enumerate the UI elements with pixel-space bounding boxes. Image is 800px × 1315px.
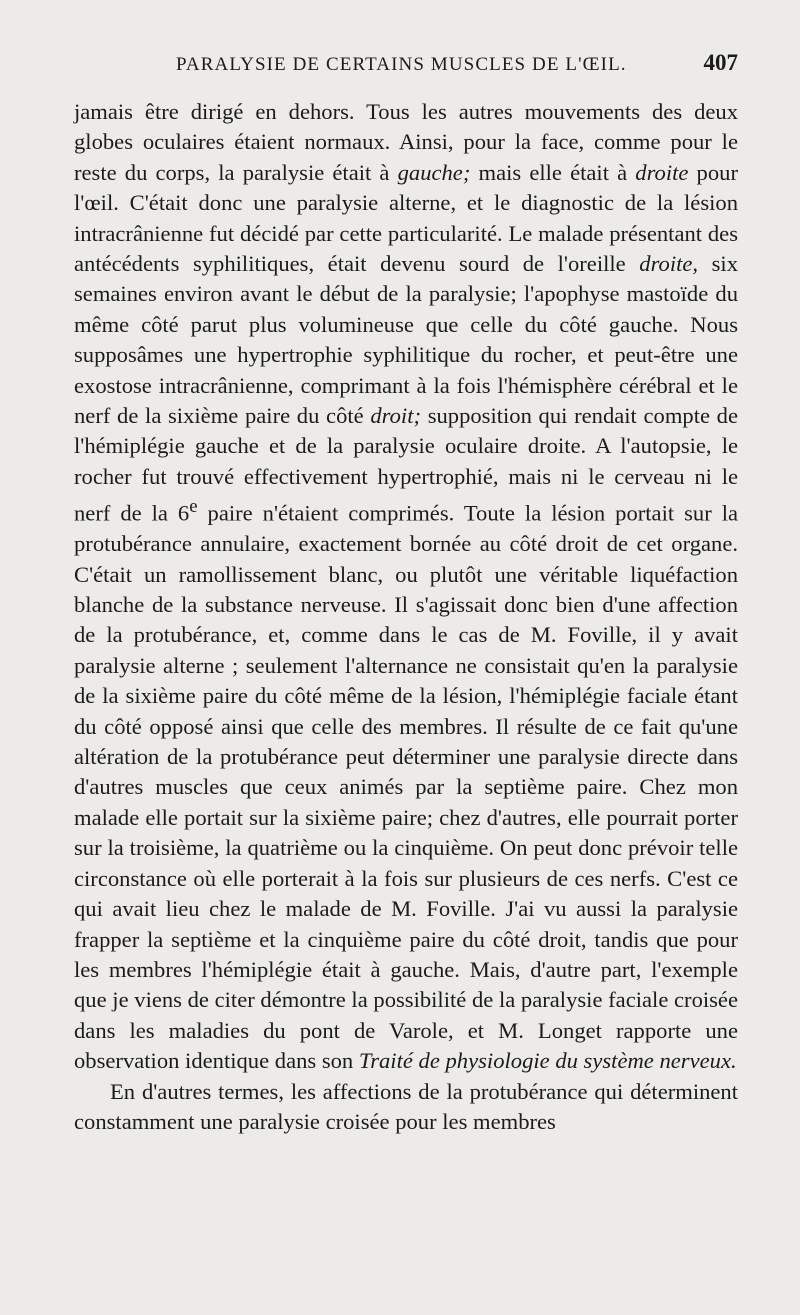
body-text xyxy=(74,97,738,1137)
italic-text: droit; xyxy=(370,403,422,429)
text-run: supposition qui rendait compte de l'hémiplégie gauche et de la paralysie oculaire droite. A l'autopsie, le rocher fut trouvé effectivement hypertrophié, mais ni le cerveau ni le nerf de la 6 xyxy=(74,403,738,526)
text-run: jamais être dirigé en dehors. Tous les autres mouvements des deux globes oculaires étaient normaux. Ainsi, pour la face, comme pour le reste du corps, la paralysie était à xyxy=(74,99,738,185)
paragraph xyxy=(74,1077,738,1138)
italic-text: gauche; xyxy=(397,159,471,185)
text-run: En d'autres termes, les affections de la protubérance qui déterminent constamment une paralysie croisée pour les membres xyxy=(74,1078,738,1134)
book-title: Traité de physiologie du système nerveux. xyxy=(358,1048,737,1074)
italic-text: droite xyxy=(635,159,689,185)
running-title: PARALYSIE DE CERTAINS MUSCLES DE L'ŒIL. xyxy=(176,54,627,75)
italic-text: droite, xyxy=(639,251,699,277)
text-run: six semaines environ avant le début de la paralysie; l'apophyse mastoïde du même côté parut plus volumineuse que celle du côté gauche. Nous supposâmes une hypertrophie syphilitique du rocher, et peut-être une exostose intracrânienne, comprimant à la fois l'hémisphère cérébral et le nerf de la sixième paire du côté xyxy=(74,251,738,429)
running-header xyxy=(74,50,738,86)
paragraph xyxy=(74,97,738,1077)
text-run: paire n'étaient comprimés. Toute la lésion portait sur la protubérance annulaire, exactement bornée au côté droit de cet organe. C'était un ramollissement blanc, ou plutôt une véritable liquéfaction blanche de la substance nerveuse. Il s'agissait donc bien d'une affection de la protubérance, et, comme dans le cas de M. Foville, il y avait paralysie alterne ; seulement l'alternance ne consistait qu'en la paralysie de la sixième paire du côté même de la lésion, l'hémiplégie faciale étant du côté opposé ainsi que celle des membres. Il résulte de ce fait qu'une altération de la protubérance peut déterminer une paralysie directe dans d'autres muscles que ceux animés par la septième paire. Chez mon malade elle portait sur la sixième paire; chez d'autres, elle pourrait porter sur la troisième, la quatrième ou la cinquième. On peut donc prévoir telle circonstance où elle porterait à la fois sur plusieurs de ces nerfs. C'est ce qui avait lieu chez le malade de M. Foville. J'ai vu aussi la paralysie frapper la septième et la cinquième paire du côté droit, tandis que pour les membres l'hémiplégie était à gauche. Mais, d'autre part, l'exemple que je viens de citer démontre la possibilité de la paralysie faciale croisée dans les maladies du pont de Varole, et M. Longet rapporte une observation identique dans son xyxy=(74,500,738,1074)
text-run: mais elle était à xyxy=(470,159,636,185)
text-run: pour l'œil. C'était donc une paralysie alterne, et le diagnostic de la lésion intracrânienne fut décidé par cette particularité. Le malade présentant des antécédents syphilitiques, était devenu sourd de l'oreille xyxy=(74,159,738,277)
superscript: e xyxy=(189,496,198,518)
page-number: 407 xyxy=(703,50,738,75)
